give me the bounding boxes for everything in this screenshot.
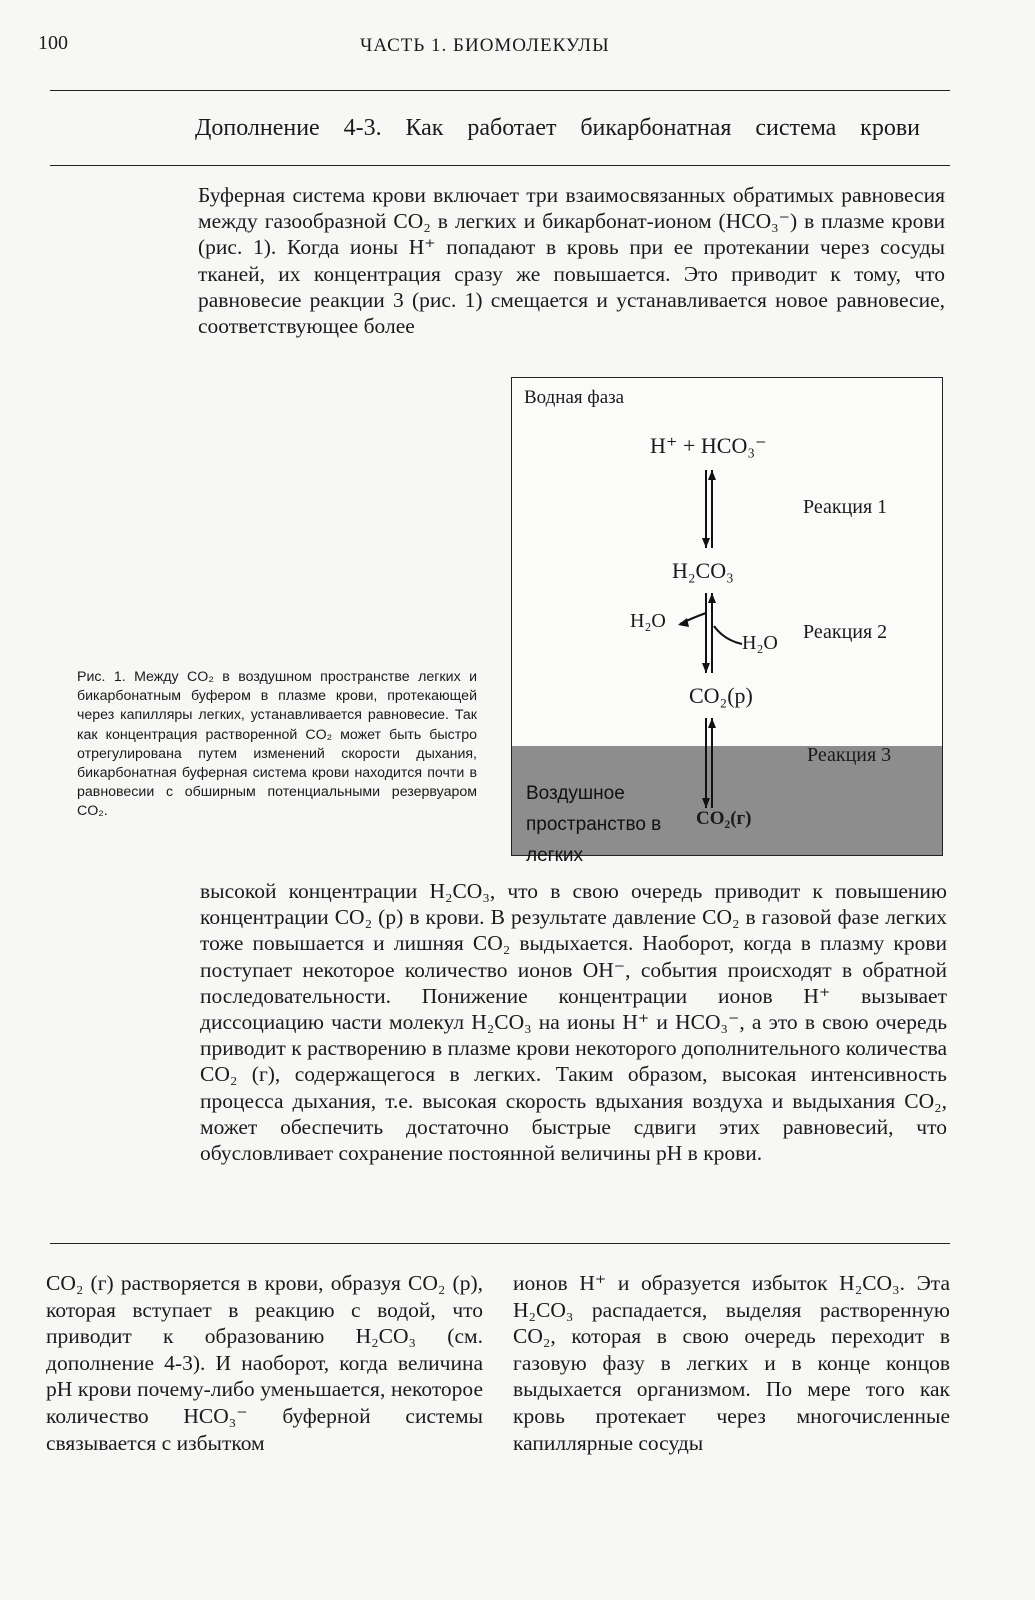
- page-number: 100: [38, 32, 68, 54]
- box-paragraph-1-text: Буферная система крови включает три взаимосвязанных обратимых равновесия между газообразной CO₂ в легких и бикарбонат-ионом (HCO₃⁻) в плазме крови (рис. 1). Когда ионы H⁺ попадают в кровь при ее протекании через сосуды тканей, их концентрация сразу же повышается. Это приводит к тому, что равновесие реакции 3 (рис. 1) смещается и устанавливается новое равновесие, соответствующее более: [198, 183, 945, 339]
- water-in-arrow: [714, 626, 742, 644]
- species-h-hco3: H⁺ + HCO₃⁻: [650, 433, 767, 458]
- running-head: ЧАСТЬ 1. БИОМОЛЕКУЛЫ: [360, 35, 610, 56]
- species-h2co3: H₂CO₃: [672, 558, 734, 583]
- header-rule: [50, 90, 950, 91]
- title-rule: [50, 165, 950, 166]
- box-paragraph-2-text: высокой концентрации H₂CO₃, что в свою очередь приводит к повышению концентрации CO₂ (р) в крови. В результате давление CO₂ в газовой фазе легких тоже повышается и лишняя CO₂ выдыхается. Наоборот, когда в плазму крови поступает некоторое количество ионов OH⁻, события происходят в обратной последовательности. Понижение концентрации ионов H⁺ вызывает диссоциацию части молекул H₂CO₃ на ионы H⁺ и HCO₃⁻, а это в свою очередь приводит к растворению в плазме крови некоторого дополнительного количества CO₂ (г), содержащегося в легких. Таким образом, высокая интенсивность процесса дыхания, т.е. высокая скорость вдыхания воздуха и выдыхания CO₂, может обеспечить достаточно быстрые сдвиги этих равновесий, что обусловливает сохранение постоянной величины pH в крови.: [200, 879, 947, 1166]
- species-co2-aq: CO₂(р): [689, 683, 753, 708]
- body-column-right: ионов H⁺ и образуется избыток H₂CO₃. Эта H₂CO₃ распадается, выделяя растворенную CO₂, которая в свою очередь переходит в газовую фазу в легких и в конце концов выдыхается организмом. По мере того как кровь протекает через многочисленные капиллярные сосуды: [513, 1271, 950, 1455]
- water-right-label: H₂O: [742, 632, 778, 654]
- box-title: Дополнение 4-3. Как работает бикарбонатная система крови: [195, 115, 920, 141]
- figure-caption: Рис. 1. Между CO₂ в воздушном пространстве легких и бикарбонатным буфером в плазме крови, протекающей через капилляры легких, устанавливается равновесие. Так как концентрация растворенной CO₂ может быть быстро отрегулирована путем изменений скорости дыхания, бикарбонатная буферная система крови находится почти в равновесии с обширным потенциальными резервуаром CO₂.: [77, 669, 477, 820]
- box-paragraph-1: [198, 182, 945, 339]
- reaction-3-label: Реакция 3: [807, 744, 892, 766]
- box-bottom-rule: [50, 1243, 950, 1244]
- air-space-label: Воздушное пространство в легких: [526, 783, 662, 866]
- water-left-label: H₂O: [630, 610, 666, 632]
- equilibrium-figure: [511, 377, 943, 866]
- body-column-left: CO₂ (г) растворяется в крови, образуя CO₂ (р), которая вступает в реакцию с водой, что приводит к образованию H₂CO₃ (см. дополнение 4-3). И наоборот, когда величина pH крови почему-либо уменьшается, некоторое количество HCO₃⁻ буферной системы связывается с избытком: [46, 1271, 483, 1455]
- reaction-1-label: Реакция 1: [803, 496, 888, 518]
- species-co2-gas: CO₂(г): [696, 808, 752, 829]
- reaction-2-label: Реакция 2: [803, 621, 888, 643]
- aqueous-phase-label: Водная фаза: [524, 387, 625, 408]
- box-paragraph-2: [200, 878, 947, 1166]
